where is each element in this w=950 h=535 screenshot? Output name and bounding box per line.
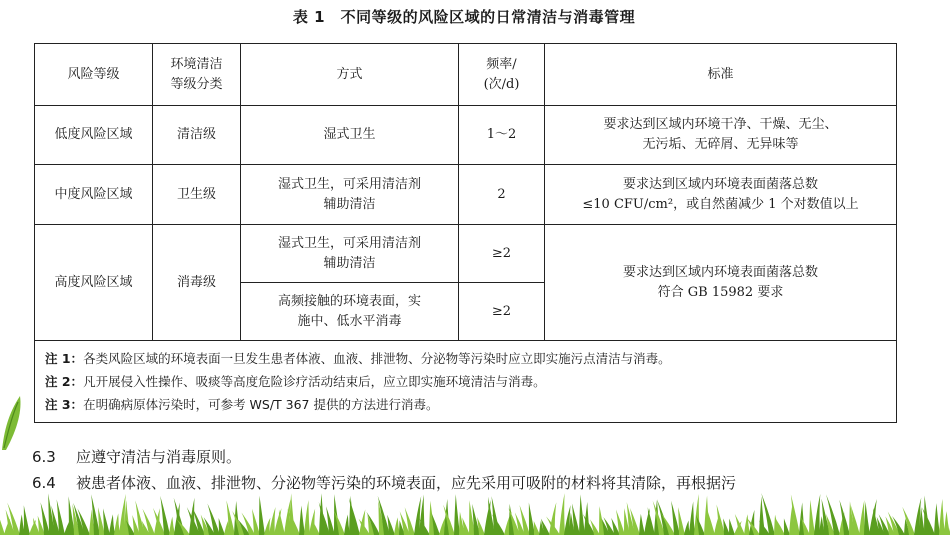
grass-blade (684, 521, 690, 535)
grass-blade (939, 499, 945, 535)
paragraph-text: 被患者体液、血液、排泄物、分泌物等污染的环境表面，应先采用可吸附的材料将其清除，再根据污 (76, 474, 737, 492)
cell-frequency: 1～2 (459, 106, 545, 165)
cell-standard: 要求达到区域内环境干净、干燥、无尘、 无污垢、无碎屑、无异味等 (545, 106, 897, 165)
grass-blade (252, 509, 260, 535)
notes-cell (35, 341, 897, 423)
cell-method: 高频接触的环境表面，实 施中、低水平消毒 (241, 283, 459, 341)
grass-blade (902, 507, 915, 535)
table-caption: 表 1 不同等级的风险区域的日常清洁与消毒管理 (292, 8, 636, 26)
grass-blade (723, 518, 730, 535)
grass-blade (678, 507, 685, 535)
grass-blade (279, 509, 285, 535)
cell-level: 低度风险区域 (35, 106, 153, 165)
header-method: 方式 (241, 44, 459, 106)
grass-blade (169, 517, 175, 535)
grass-blade (24, 505, 30, 535)
grass-blade (0, 514, 5, 535)
note-2: 注 2：凡开展侵入性操作、吸痰等高度危险诊疗活动结束后，应立即实施环境清洁与消毒。 (45, 374, 546, 389)
table-row (35, 165, 897, 225)
paragraph-6-4 (32, 472, 736, 493)
paragraph-text: 应遵守清洁与消毒原则。 (76, 448, 242, 466)
table-row (35, 225, 897, 283)
grass-blade (103, 508, 110, 535)
grass-blade (639, 514, 645, 535)
cleaning-table (34, 43, 897, 423)
cell-method: 湿式卫生 (241, 106, 459, 165)
table-row (35, 106, 897, 165)
notes-row (35, 341, 897, 423)
cell-standard: 要求达到区域内环境表面菌落总数 ≤10 CFU/cm²，或自然菌减少 1 个对数值以上 (545, 165, 897, 225)
note-1: 注 1：各类风险区域的环境表面一旦发生患者体液、血液、排泄物、分泌物等污染时应立即实施污点清洁与消毒。 (45, 351, 671, 366)
grass-blade (814, 494, 820, 535)
cell-frequency: 2 (459, 165, 545, 225)
document-page (22, 0, 906, 535)
cell-frequency: ≥2 (459, 283, 545, 341)
cell-method: 湿式卫生，可采用清洁剂 辅助清洁 (241, 225, 459, 283)
grass-blade (299, 505, 305, 535)
header-risk-level: 风险等级 (35, 44, 153, 106)
grass-blade (219, 518, 225, 535)
grass-blade (259, 496, 265, 535)
leaf-decoration-icon (0, 392, 28, 452)
cell-method: 湿式卫生，可采用清洁剂 辅助清洁 (241, 165, 459, 225)
paragraph-6-3 (32, 446, 241, 467)
grass-blade (454, 494, 460, 535)
grass-blade (269, 507, 276, 535)
cell-standard: 要求达到区域内环境表面菌落总数 符合 GB 15982 要求 (545, 225, 897, 341)
note-3: 注 3：在明确病原体污染时，可参考 WS/T 367 提供的方法进行消毒。 (45, 397, 439, 412)
cell-level: 中度风险区域 (35, 165, 153, 225)
grass-blade (689, 501, 695, 535)
cell-level: 高度风险区域 (35, 225, 153, 341)
grass-blade (109, 514, 115, 535)
grass-blade (559, 493, 565, 535)
grass-blade (784, 518, 790, 535)
grass-blade (744, 514, 750, 535)
grass-border-decoration-icon (0, 491, 950, 535)
grass-blade (304, 500, 310, 535)
grass-blade (729, 518, 735, 535)
section-number: 6.3 (32, 448, 56, 466)
grass-blade (534, 521, 540, 535)
grass-blade (809, 500, 815, 535)
cell-category: 卫生级 (153, 165, 241, 225)
grass-blade (944, 511, 950, 535)
cell-category: 清洁级 (153, 106, 241, 165)
header-standard: 标准 (545, 44, 897, 106)
cell-category: 消毒级 (153, 225, 241, 341)
header-row (35, 44, 897, 106)
grass-blade (114, 513, 120, 535)
section-number: 6.4 (32, 474, 56, 492)
grass-blade (859, 500, 865, 535)
grass-blade (864, 502, 870, 535)
grass-blade (579, 494, 585, 535)
grass-blade (934, 503, 940, 535)
header-frequency: 频率/ (次/d) (459, 44, 545, 106)
cell-frequency: ≥2 (459, 225, 545, 283)
header-category: 环境清洁 等级分类 (153, 44, 241, 106)
